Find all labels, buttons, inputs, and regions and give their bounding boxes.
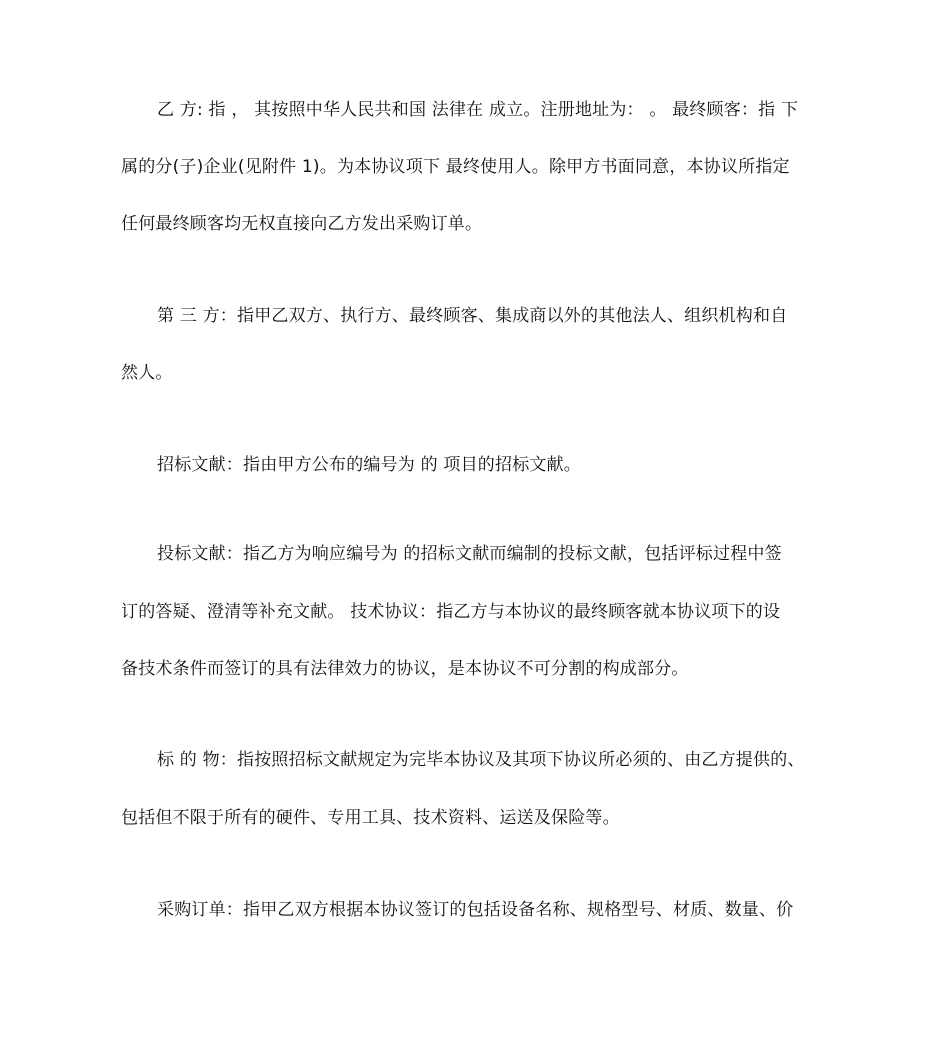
paragraph-party-b-line-3: 任何最终顾客均无权直接向乙方发出采购订单。 — [121, 214, 483, 234]
paragraph-third-party-line-1: 第 三 方：指甲乙双方、执行方、最终顾客、集成商以外的其他法人、组织机构和自 — [157, 306, 788, 326]
paragraph-third-party-line-2: 然人。 — [121, 363, 173, 383]
paragraph-subject-matter-line-2: 包括但不限于所有的硬件、专用工具、技术资料、运送及保险等。 — [121, 808, 620, 828]
paragraph-subject-matter-line-1: 标 的 物：指按照招标文献规定为完毕本协议及其项下协议所必须的、由乙方提供的、 — [157, 750, 805, 770]
paragraph-bid-docs-line-3: 备技术条件而签订的具有法律效力的协议，是本协议不可分割的构成部分。 — [121, 659, 689, 679]
paragraph-bid-docs-line-1: 投标文献：指乙方为响应编号为 的招标文献而编制的投标文献，包括评标过程中签 — [157, 544, 782, 564]
paragraph-purchase-order-line-1: 采购订单：指甲乙双方根据本协议签订的包括设备名称、规格型号、材质、数量、价 — [157, 900, 794, 920]
paragraph-tender-docs-line-1: 招标文献：指由甲方公布的编号为 的 项目的招标文献。 — [157, 455, 582, 475]
paragraph-party-b-line-2: 属的分(子)企业(见附件 1)。为本协议项下 最终使用人。除甲方书面同意，本协议所指定 — [121, 157, 790, 177]
paragraph-bid-docs-line-2: 订的答疑、澄清等补充文献。 技术协议：指乙方与本协议的最终顾客就本协议项下的设 — [121, 602, 781, 622]
paragraph-party-b-line-1: 乙 方: 指 ， 其按照中华人民共和国 法律在 成立。注册地址为： 。 最终顾客：指 下 — [157, 100, 799, 120]
